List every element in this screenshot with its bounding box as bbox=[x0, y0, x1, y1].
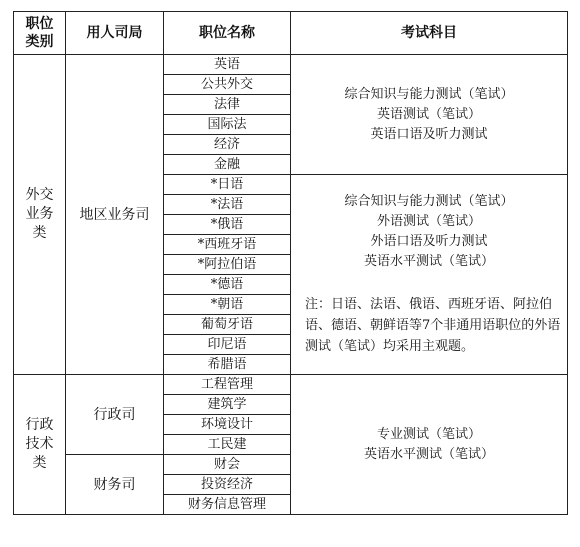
position-cell: 财务信息管理 bbox=[164, 495, 291, 515]
position-cell: 金融 bbox=[164, 155, 291, 175]
position-cell: 印尼语 bbox=[164, 335, 291, 355]
table-header-row bbox=[14, 12, 568, 55]
category-cell bbox=[14, 375, 66, 515]
position-cell: *德语 bbox=[164, 275, 291, 295]
table-row bbox=[14, 375, 568, 395]
header-exam: 考试科目 bbox=[291, 12, 568, 55]
position-cell: 投资经济 bbox=[164, 475, 291, 495]
position-cell: *法语 bbox=[164, 195, 291, 215]
position-cell: 英语 bbox=[164, 55, 291, 75]
position-cell: 希腊语 bbox=[164, 355, 291, 375]
department-cell: 地区业务司 bbox=[66, 55, 164, 375]
position-cell: 工民建 bbox=[164, 435, 291, 455]
header-position: 职位名称 bbox=[164, 12, 291, 55]
position-cell: 国际法 bbox=[164, 115, 291, 135]
exam-subject-line: 外语测试（笔试） bbox=[376, 214, 481, 229]
position-cell: 工程管理 bbox=[164, 375, 291, 395]
exam-subjects-cell bbox=[291, 55, 568, 175]
table-row bbox=[14, 55, 568, 75]
exam-subject-line: 英语水平测试（笔试） bbox=[363, 446, 494, 462]
header-department: 用人司局 bbox=[66, 12, 164, 55]
header-category-text: 职位 类别 bbox=[25, 16, 54, 50]
exam-table-container bbox=[13, 11, 568, 515]
exam-subject-line: 英语口语及听力测试 bbox=[370, 126, 488, 142]
exam-subjects-table bbox=[13, 11, 568, 515]
department-cell: 财务司 bbox=[66, 455, 164, 515]
category-text: 外交 业务 类 bbox=[25, 187, 54, 241]
department-cell: 行政司 bbox=[66, 375, 164, 455]
position-cell: 法律 bbox=[164, 95, 291, 115]
position-cell: *俄语 bbox=[164, 215, 291, 235]
position-cell: 经济 bbox=[164, 135, 291, 155]
position-cell: *西班牙语 bbox=[164, 235, 291, 255]
position-cell: 财会 bbox=[164, 455, 291, 475]
exam-subject-line: 外语口语及听力测试 bbox=[370, 234, 488, 249]
position-cell: *朝语 bbox=[164, 295, 291, 315]
exam-subject-line: 英语水平测试（笔试） bbox=[363, 254, 494, 269]
position-cell: *阿拉伯语 bbox=[164, 255, 291, 275]
position-cell: 建筑学 bbox=[164, 395, 291, 415]
exam-subject-line: 专业测试（笔试） bbox=[376, 426, 481, 442]
position-cell: 环境设计 bbox=[164, 415, 291, 435]
header-category bbox=[14, 12, 66, 55]
exam-note: 注：日语、法语、俄语、西班牙语、阿拉伯语、德语、朝鲜语等7个非通用语职位的外语测试（笔试）均采用主观题。 bbox=[305, 297, 561, 354]
exam-subject-line: 综合知识与能力测试（笔试） bbox=[344, 86, 514, 102]
category-cell bbox=[14, 55, 66, 375]
exam-subject-line: 英语测试（笔试） bbox=[376, 106, 481, 122]
exam-subjects-cell bbox=[291, 175, 568, 375]
category-text: 行政 技术 类 bbox=[25, 417, 54, 471]
position-cell: 葡萄牙语 bbox=[164, 315, 291, 335]
position-cell: 公共外交 bbox=[164, 75, 291, 95]
exam-subject-line: 综合知识与能力测试（笔试） bbox=[344, 194, 514, 209]
exam-subjects-cell bbox=[291, 375, 568, 515]
position-cell: *日语 bbox=[164, 175, 291, 195]
table-body bbox=[14, 55, 568, 515]
